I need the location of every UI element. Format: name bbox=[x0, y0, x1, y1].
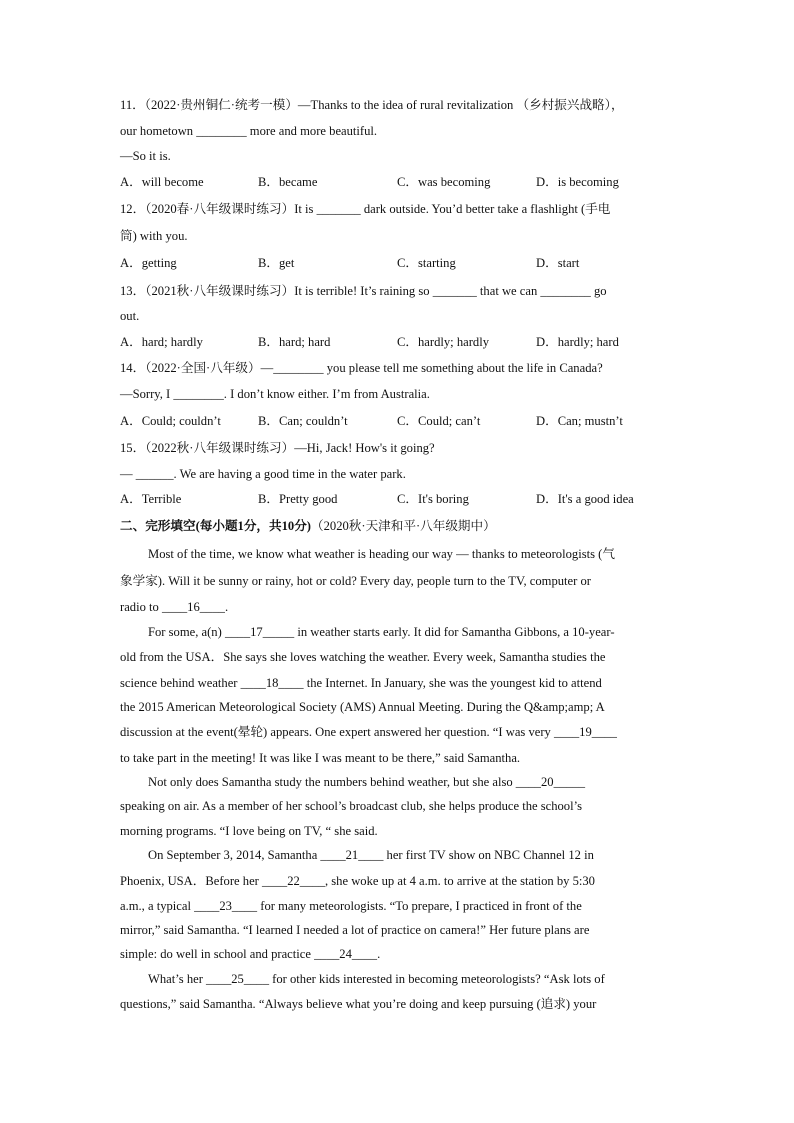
passage-line-2: 象学家). Will it be sunny or rainy, hot or cold? Every day, people turn to the TV, computer or bbox=[120, 574, 591, 588]
question-15-options bbox=[120, 491, 680, 507]
section-title: 二、完形填空(每小题1分，共10分) bbox=[120, 519, 311, 533]
option-d: D．start bbox=[536, 256, 580, 270]
option-c: C．hardly; hardly bbox=[397, 335, 489, 349]
question-12-options bbox=[120, 255, 680, 271]
passage-line-3: radio to ____16____. bbox=[120, 600, 229, 614]
question-13-stem-line-1: 13．（2021秋·八年级课时练习）It is terrible! It’s raining so _______ that we can ________ go bbox=[120, 284, 607, 298]
question-11-stem-line-2: our hometown ________ more and more beautiful. bbox=[120, 124, 378, 138]
question-13-options bbox=[120, 334, 680, 350]
passage-line-12: morning programs. “I love being on TV, “ she said. bbox=[120, 824, 378, 838]
passage-line-1: Most of the time, we know what weather is heading our way — thanks to meteorologists (气 bbox=[148, 547, 615, 561]
passage-line-10: Not only does Samantha study the numbers behind weather, but she also ____20_____ bbox=[148, 775, 586, 789]
passage-line-4: For some, a(n) ____17_____ in weather starts early. It did for Samantha Gibbons, a 10-year- bbox=[148, 625, 615, 639]
question-11-stem-line-3: —So it is. bbox=[120, 149, 171, 163]
option-d: D．is becoming bbox=[536, 175, 619, 189]
question-15-stem-line-2: — ______. We are having a good time in the water park. bbox=[120, 467, 406, 481]
passage-line-9: to take part in the meeting! It was like I was meant to be there,” said Samantha. bbox=[120, 751, 521, 765]
passage-line-18: What’s her ____25____ for other kids interested in becoming meteorologists? “Ask lots of bbox=[148, 972, 605, 986]
option-c: C．was becoming bbox=[397, 175, 491, 189]
option-b: B．Can; couldn’t bbox=[258, 414, 348, 428]
question-12-stem-line-1: 12．（2020春·八年级课时练习）It is _______ dark outside. You’d better take a flashlight (手电 bbox=[120, 202, 611, 216]
question-12-stem-line-2: 筒) with you. bbox=[120, 229, 188, 243]
option-a: A．hard; hardly bbox=[120, 335, 203, 349]
question-14-stem-line-2: —Sorry, I ________. I don’t know either. I’m from Australia. bbox=[120, 387, 430, 401]
question-13-stem-line-2: out. bbox=[120, 309, 140, 323]
passage-line-8: discussion at the event(晕轮) appears. One expert answered her question. “I was very ____19____ bbox=[120, 725, 617, 739]
option-a: A．Could; couldn’t bbox=[120, 414, 221, 428]
question-14-options bbox=[120, 413, 680, 429]
passage-line-5: old from the USA．She says she loves watching the weather. Every week, Samantha studies the bbox=[120, 650, 606, 664]
option-d: D．hardly; hard bbox=[536, 335, 619, 349]
option-a: A．getting bbox=[120, 256, 177, 270]
passage-line-11: speaking on air. As a member of her school’s broadcast club, she helps produce the school’s bbox=[120, 799, 583, 813]
passage-line-19: questions,” said Samantha. “Always believe what you’re doing and keep pursuing (追求) your bbox=[120, 997, 597, 1011]
question-15-stem-line-1: 15．（2022秋·八年级课时练习）—Hi, Jack! How's it going? bbox=[120, 441, 435, 455]
section-source: （2020秋·天津和平·八年级期中） bbox=[311, 519, 496, 533]
option-a: A．Terrible bbox=[120, 492, 182, 506]
option-c: C．It's boring bbox=[397, 492, 469, 506]
passage-line-6: science behind weather ____18____ the Internet. In January, she was the youngest kid to attend bbox=[120, 676, 602, 690]
option-b: B．get bbox=[258, 256, 295, 270]
passage-line-17: simple: do well in school and practice ____24____. bbox=[120, 947, 381, 961]
question-14-stem-line-1: 14．（2022·全国·八年级）—________ you please tell me something about the life in Canada? bbox=[120, 361, 603, 375]
passage-line-13: On September 3, 2014, Samantha ____21____ her first TV show on NBC Channel 12 in bbox=[148, 848, 594, 862]
option-d: D．Can; mustn’t bbox=[536, 414, 623, 428]
section-heading bbox=[120, 518, 496, 534]
option-a: A．will become bbox=[120, 175, 204, 189]
option-b: B．hard; hard bbox=[258, 335, 331, 349]
option-d: D．It's a good idea bbox=[536, 492, 634, 506]
question-11-options bbox=[120, 174, 680, 190]
passage-line-14: Phoenix, USA．Before her ____22____, she woke up at 4 a.m. to arrive at the station by 5:30 bbox=[120, 874, 595, 888]
option-b: B．Pretty good bbox=[258, 492, 338, 506]
option-c: C．starting bbox=[397, 256, 456, 270]
question-11-stem-line-1: 11．（2022·贵州铜仁·统考一模）—Thanks to the idea of rural revitalization （乡村振兴战略）， bbox=[120, 98, 624, 112]
passage-line-7: the 2015 American Meteorological Society (AMS) Annual Meeting. During the Q&amp;amp; A bbox=[120, 700, 605, 714]
option-b: B．became bbox=[258, 175, 318, 189]
option-c: C．Could; can’t bbox=[397, 414, 481, 428]
passage-line-16: mirror,” said Samantha. “I learned I needed a lot of practice on camera!” Her future plans are bbox=[120, 923, 590, 937]
passage-line-15: a.m., a typical ____23____ for many meteorologists. “To prepare, I practiced in front of the bbox=[120, 899, 582, 913]
